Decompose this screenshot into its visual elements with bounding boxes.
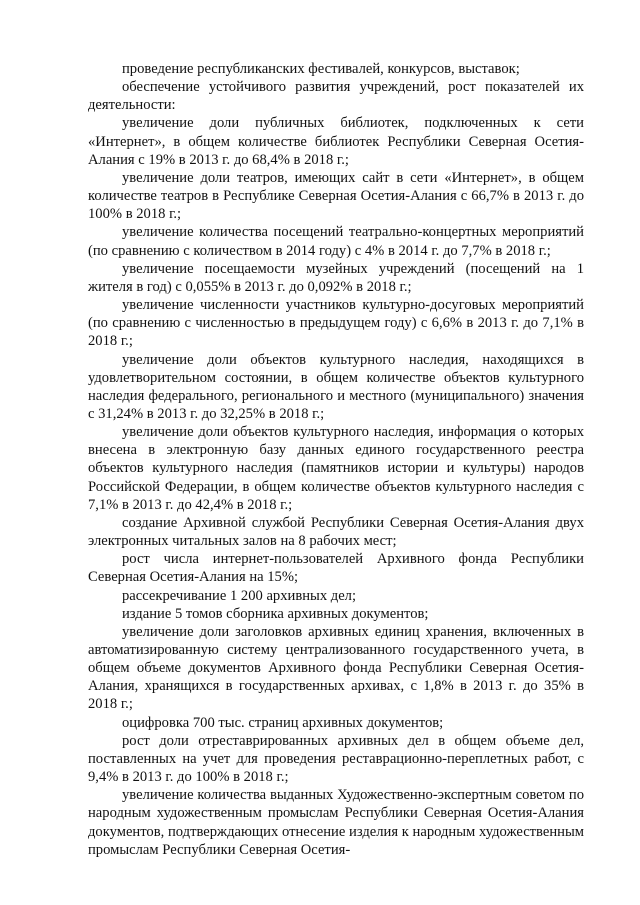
document-body (88, 60, 584, 859)
paragraph-institution-development: обеспечение устойчивого развития учреждений, рост показателей их деятельности: (88, 79, 584, 114)
paragraph-museum-attendance: увеличение посещаемости музейных учреждений (посещений на 1 жителя в год) с 0,055% в 2013 г. до 0,092% в 2018 г.; (88, 260, 584, 295)
paragraph-heritage-condition: увеличение доли объектов культурного наследия, находящихся в удовлетворительном состоянии, в общем количестве объектов культурного наследия федерального, регионального и местного (муниципального) значения с 31,24% в 2013 г. до 32,25% в 2018 г.; (88, 351, 584, 422)
paragraph-internet-users: рост числа интернет-пользователей Архивного фонда Республики Северная Осетия-Алания на 15%; (88, 551, 584, 586)
paragraph-heritage-registry: увеличение доли объектов культурного наследия, информация о которых внесена в электронную базу данных единого государственного реестра объектов культурного наследия (памятников истории и культуры) народов Российской Федерации, в общем количестве объектов культурного наследия с 7,1% в 2013 г. до 42,4% в 2018 г.; (88, 424, 584, 513)
paragraph-folk-crafts: увеличение количества выданных Художественно-экспертным советом по народным художественным промыслам Республики Северная Осетия-Алания документов, подтверждающих отнесение изделия к народным художественным промыслам Республики Северная Осетия- (88, 787, 584, 858)
paragraph-restoration: рост доли отреставрированных архивных дел в общем объеме дел, поставленных на учет для проведения реставрационно-переплетных работ, с 9,4% в 2013 г. до 100% в 2018 г.; (88, 732, 584, 786)
paragraph-festivals: проведение республиканских фестивалей, конкурсов, выставок; (122, 61, 520, 77)
paragraph-archive-publication: издание 5 томов сборника архивных документов; (122, 605, 429, 622)
paragraph-digitization: оцифровка 700 тыс. страниц архивных документов; (122, 714, 444, 731)
paragraph-theatres-website: увеличение доли театров, имеющих сайт в сети «Интернет», в общем количестве театров в Республике Северная Осетия-Алания с 66,7% в 2013 г. до 100% в 2018 г.; (88, 169, 584, 223)
paragraph-reading-rooms: создание Архивной службой Республики Северная Осетия-Алания двух электронных читальных залов на 8 рабочих мест; (88, 514, 584, 550)
paragraph-archive-accounting: увеличение доли заголовков архивных единиц хранения, включенных в автоматизированную систему централизованного государственного учета, в общем объеме документов Архивного фонда Республики Северная Осетия-Алания, хранящихся в государственных архивах, с 1,8% в 2013 г. до 35% в 2018 г.; (88, 623, 584, 713)
paragraph-declassification: рассекречивание 1 200 архивных дел; (122, 587, 357, 604)
paragraph-libraries-internet: увеличение доли публичных библиотек, подключенных к сети «Интернет», в общем количестве библиотек Республики Северная Осетия-Алания с 19% в 2013 г. до 68,4% в 2018 г.; (88, 115, 584, 168)
paragraph-cultural-participants: увеличение численности участников культурно-досуговых мероприятий (по сравнению с численностью в предыдущем году) с 6,6% в 2013 г. до 7,1% в 2018 г.; (88, 297, 584, 350)
paragraph-concert-visits: увеличение количества посещений театрально-концертных мероприятий (по сравнению с количеством в 2014 году) с 4% в 2014 г. до 7,7% в 2018 г.; (88, 224, 584, 259)
